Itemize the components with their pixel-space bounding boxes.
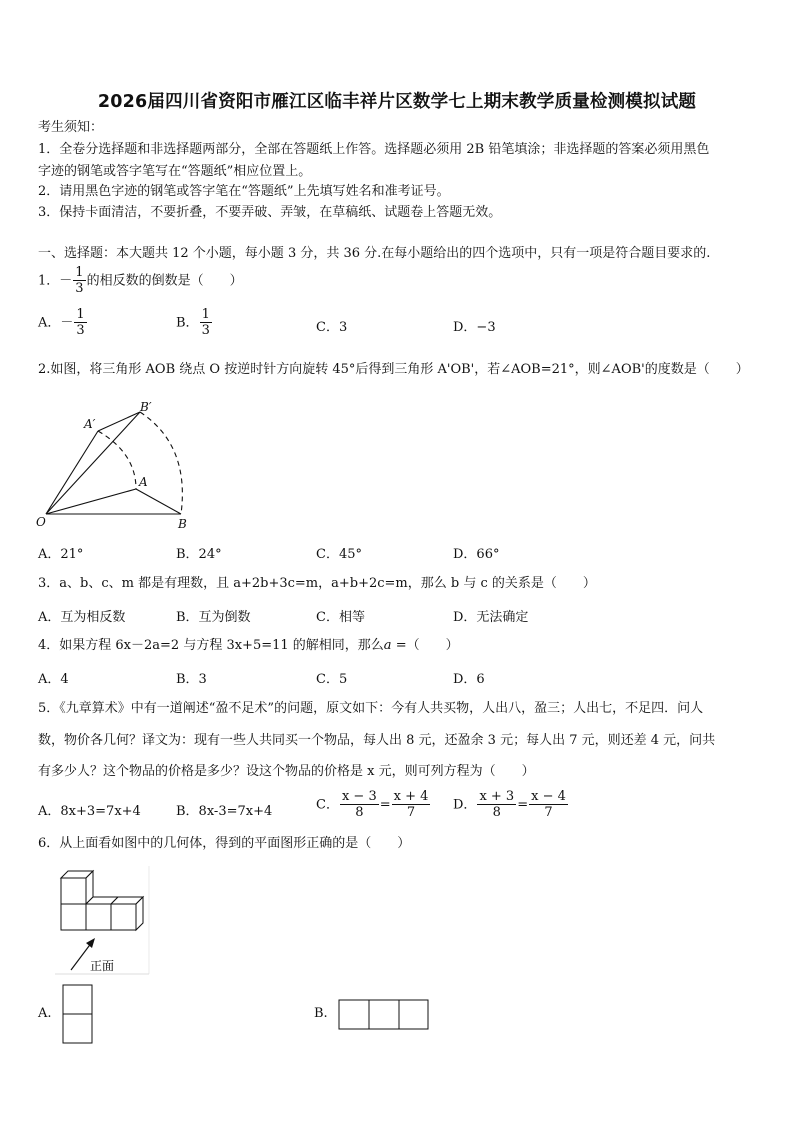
q6-option-b-figure[interactable] bbox=[338, 999, 430, 1031]
q5-c-num-2: x + 4 bbox=[393, 789, 429, 804]
q2-option-a[interactable]: A．21° bbox=[38, 547, 84, 562]
q1-option-a-denominator: 3 bbox=[76, 323, 85, 338]
q4-option-a[interactable]: A．4 bbox=[38, 672, 69, 687]
question-3: 3．a、b、c、m 都是有理数，且 a+2b+3c=m，a+b+2c=m，那么 b 与 c 的关系是（ ） bbox=[38, 576, 596, 591]
q1-fraction bbox=[73, 266, 85, 296]
q1-option-a-label: A． bbox=[38, 315, 61, 331]
label-a: A bbox=[139, 475, 148, 489]
q5-option-a[interactable]: A．8x+3=7x+4 bbox=[38, 804, 141, 819]
q5-d-equals: = bbox=[517, 797, 529, 813]
q6-option-a-figure[interactable] bbox=[62, 984, 94, 1044]
q5-c-fraction-2 bbox=[392, 790, 431, 820]
q5-option-b[interactable]: B．8x-3=7x+4 bbox=[176, 804, 273, 819]
q6-option-b-label[interactable]: B. bbox=[314, 1006, 328, 1021]
notice-line-4: 3．保持卡面清洁，不要折叠，不要弄破、弄皱，在草稿纸、试题卷上答题无效。 bbox=[38, 205, 502, 220]
q5-option-d-label: D． bbox=[453, 797, 477, 813]
q1-option-c[interactable]: C．3 bbox=[316, 320, 348, 335]
q1-option-b[interactable] bbox=[176, 308, 213, 338]
cube-bottom-front-1 bbox=[61, 904, 86, 930]
q1-option-a[interactable] bbox=[38, 308, 88, 338]
label-b1: B′ bbox=[140, 400, 152, 414]
question-5-line-1: 5．《九章算术》中有一道阐述“盈不足术”的问题，原文如下：今有人共买物，人出八，盈三；人出七，不足四．问人 bbox=[38, 701, 704, 716]
q3-option-c[interactable]: C．相等 bbox=[316, 610, 365, 625]
q4-option-c[interactable]: C．5 bbox=[316, 672, 348, 687]
q5-d-den-1: 8 bbox=[492, 805, 501, 820]
q6-option-a-label[interactable]: A. bbox=[38, 1006, 52, 1021]
q5-option-c-label: C． bbox=[316, 797, 339, 813]
q5-c-den-2: 7 bbox=[406, 805, 416, 820]
q5-d-fraction-2 bbox=[529, 790, 568, 820]
q4-option-b[interactable]: B．3 bbox=[176, 672, 207, 687]
rotation-figure bbox=[32, 395, 202, 535]
question-1 bbox=[38, 266, 243, 296]
notice-line-1: 1．全卷分选择题和非选择题两部分，全部在答题纸上作答。选择题必须用 2B 铅笔填涂；非选择题的答案必须用黑色 bbox=[38, 142, 710, 157]
notice-heading: 考生须知： bbox=[38, 120, 104, 135]
q1-denominator: 3 bbox=[75, 281, 84, 296]
q5-option-c[interactable] bbox=[316, 790, 431, 820]
cube-top-front bbox=[61, 878, 86, 904]
q4-option-d[interactable]: D．6 bbox=[453, 672, 485, 687]
page-title: 2026届四川省资阳市雁江区临丰祥片区数学七上期末教学质量检测模拟试题 bbox=[97, 92, 697, 112]
q1-option-a-fraction bbox=[74, 308, 86, 338]
label-o: O bbox=[36, 515, 46, 529]
q5-d-num-1: x + 3 bbox=[479, 789, 515, 804]
q1-text: 的相反数的倒数是（ ） bbox=[86, 273, 243, 289]
q1-numerator: 1 bbox=[75, 265, 84, 280]
q4-variable: a bbox=[383, 638, 392, 653]
label-a1: A′ bbox=[84, 417, 96, 431]
q5-c-fraction-1 bbox=[340, 790, 379, 820]
q5-option-d[interactable] bbox=[453, 790, 569, 820]
q1-option-b-numerator: 1 bbox=[201, 307, 210, 322]
solid-figure bbox=[55, 866, 151, 978]
q1-option-b-fraction bbox=[200, 308, 212, 338]
question-6: 6．从上面看如图中的几何体，得到的平面图形正确的是（ ） bbox=[38, 836, 411, 851]
question-2: 2.如图，将三角形 AOB 绕点 O 按逆时针方向旋转 45°后得到三角形 A'OB'，若∠AOB=21°，则∠AOB'的度数是（ ） bbox=[38, 362, 749, 377]
q3-option-d[interactable]: D．无法确定 bbox=[453, 610, 529, 625]
q4-text-post: =（ ） bbox=[391, 638, 459, 653]
q5-c-den-1: 8 bbox=[355, 805, 364, 820]
q1-option-b-label: B． bbox=[176, 315, 199, 331]
q1-minus: － bbox=[59, 273, 73, 289]
q4-text-pre: 4．如果方程 6x－2a=2 与方程 3x+5=11 的解相同，那么 bbox=[38, 638, 384, 653]
q5-d-den-2: 7 bbox=[544, 805, 553, 820]
q2-option-c[interactable]: C．45° bbox=[316, 547, 362, 562]
segment-a1b1 bbox=[98, 412, 140, 431]
label-b: B bbox=[178, 517, 187, 531]
notice-line-2: 字迹的钢笔或答字笔写在“答题纸”相应位置上。 bbox=[38, 164, 312, 179]
q5-c-equals: = bbox=[379, 797, 391, 813]
q1-option-a-numerator: 1 bbox=[76, 307, 85, 322]
q3-option-a[interactable]: A．互为相反数 bbox=[38, 610, 126, 625]
q2-option-b[interactable]: B．24° bbox=[176, 547, 222, 562]
front-label: 正面 bbox=[90, 959, 115, 973]
segment-ab bbox=[136, 489, 181, 514]
q1-option-b-denominator: 3 bbox=[201, 323, 210, 338]
notice-line-3: 2．请用黑色字迹的钢笔或答字笔在“答题纸”上先填写姓名和准考证号。 bbox=[38, 184, 450, 199]
cube-bottom-front-2 bbox=[86, 904, 111, 930]
q2-option-d[interactable]: D．66° bbox=[453, 547, 500, 562]
section-heading: 一、选择题：本大题共 12 个小题，每小题 3 分，共 36 分.在每小题给出的四个选项中，只有一项是符合题目要求的. bbox=[38, 246, 711, 261]
q5-d-num-2: x − 4 bbox=[531, 789, 566, 804]
q1-option-a-minus: － bbox=[60, 315, 74, 331]
q1-option-d[interactable]: D．−3 bbox=[453, 320, 496, 335]
question-5-line-2: 数，物价各几何？译文为：现有一些人共同买一个物品，每人出 8 元，还盈余 3 元；每人出 7 元，则还差 4 元，问共 bbox=[38, 733, 716, 748]
question-5-line-3: 有多少人？这个物品的价格是多少？设这个物品的价格是 x 元，则可列方程为（ ） bbox=[38, 764, 535, 779]
q5-d-fraction-1 bbox=[477, 790, 516, 820]
question-4 bbox=[38, 636, 459, 656]
cube-bottom-front-3 bbox=[111, 904, 136, 930]
q1-number: 1． bbox=[38, 273, 60, 289]
arc-b bbox=[140, 412, 182, 514]
arc-a bbox=[98, 431, 136, 489]
q3-option-b[interactable]: B．互为倒数 bbox=[176, 610, 251, 625]
q5-c-num-1: x − 3 bbox=[341, 789, 377, 804]
